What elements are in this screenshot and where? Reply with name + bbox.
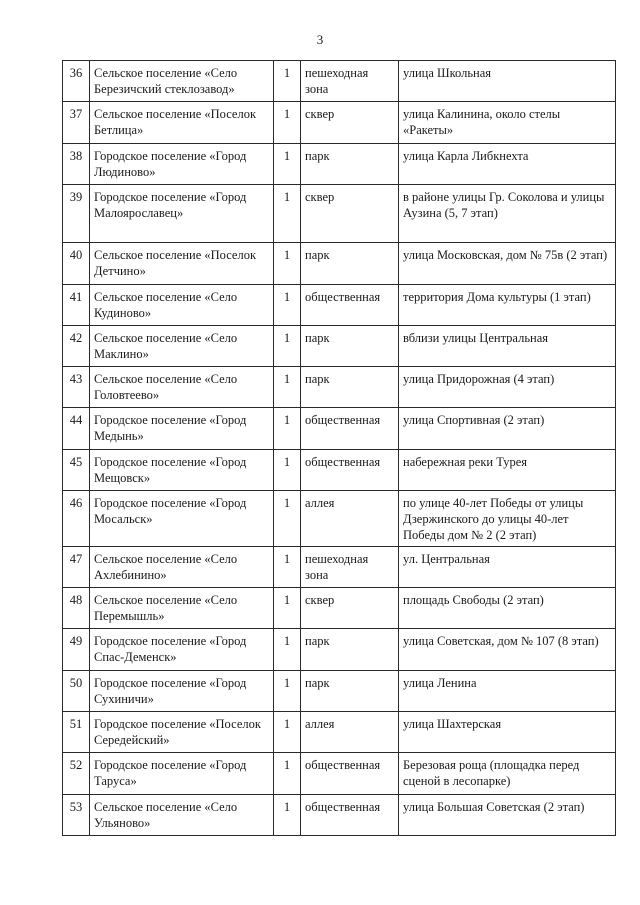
territory-type: парк	[301, 367, 399, 408]
territory-location: набережная реки Турея	[399, 450, 616, 491]
territory-type: общественная	[301, 408, 399, 450]
object-count: 1	[274, 102, 301, 144]
row-number: 50	[63, 671, 90, 712]
object-count: 1	[274, 408, 301, 450]
territory-type: парк	[301, 629, 399, 671]
row-number: 51	[63, 712, 90, 753]
territory-location: улица Придорожная (4 этап)	[399, 367, 616, 408]
row-number: 47	[63, 547, 90, 588]
object-count: 1	[274, 185, 301, 243]
table-row	[63, 795, 616, 836]
territory-type: общественная	[301, 795, 399, 836]
object-count: 1	[274, 285, 301, 326]
table-row	[63, 753, 616, 795]
row-number: 49	[63, 629, 90, 671]
table-row	[63, 185, 616, 243]
territory-type: пешеходная зона	[301, 61, 399, 102]
territory-location: вблизи улицы Центральная	[399, 326, 616, 367]
settlement-name: Городское поселение «Город Медынь»	[90, 408, 274, 450]
territory-type: аллея	[301, 712, 399, 753]
settlement-name: Сельское поселение «Село Головтеево»	[90, 367, 274, 408]
row-number: 42	[63, 326, 90, 367]
settlement-name: Городское поселение «Город Спас-Деменск»	[90, 629, 274, 671]
row-number: 37	[63, 102, 90, 144]
settlement-name: Городское поселение «Город Сухиничи»	[90, 671, 274, 712]
object-count: 1	[274, 144, 301, 185]
row-number: 44	[63, 408, 90, 450]
table-row	[63, 450, 616, 491]
table-row	[63, 629, 616, 671]
territory-location: улица Школьная	[399, 61, 616, 102]
settlement-name: Городское поселение «Город Малоярославец»	[90, 185, 274, 243]
table-row	[63, 102, 616, 144]
table-row	[63, 61, 616, 102]
territory-location: улица Московская, дом № 75в (2 этап)	[399, 243, 616, 285]
object-count: 1	[274, 367, 301, 408]
object-count: 1	[274, 326, 301, 367]
table-row	[63, 367, 616, 408]
territory-location: улица Шахтерская	[399, 712, 616, 753]
settlement-name: Сельское поселение «Село Маклино»	[90, 326, 274, 367]
row-number: 46	[63, 491, 90, 547]
territory-type: парк	[301, 144, 399, 185]
territory-type: парк	[301, 243, 399, 285]
territory-location: в районе улицы Гр. Соколова и улицы Аузина (5, 7 этап)	[399, 185, 616, 243]
row-number: 36	[63, 61, 90, 102]
table-row	[63, 588, 616, 629]
row-number: 48	[63, 588, 90, 629]
territory-type: парк	[301, 671, 399, 712]
territory-type: сквер	[301, 588, 399, 629]
object-count: 1	[274, 243, 301, 285]
settlement-name: Городское поселение «Город Людиново»	[90, 144, 274, 185]
object-count: 1	[274, 671, 301, 712]
object-count: 1	[274, 629, 301, 671]
territory-location: улица Карла Либкнехта	[399, 144, 616, 185]
table-row	[63, 547, 616, 588]
object-count: 1	[274, 450, 301, 491]
territory-location: улица Советская, дом № 107 (8 этап)	[399, 629, 616, 671]
territory-type: общественная	[301, 450, 399, 491]
table-row	[63, 712, 616, 753]
territories-table	[62, 60, 616, 836]
territory-location: улица Ленина	[399, 671, 616, 712]
object-count: 1	[274, 61, 301, 102]
settlement-name: Сельское поселение «Село Кудиново»	[90, 285, 274, 326]
row-number: 52	[63, 753, 90, 795]
table-row	[63, 144, 616, 185]
territory-location: улица Калинина, около стелы «Ракеты»	[399, 102, 616, 144]
settlement-name: Городское поселение «Город Таруса»	[90, 753, 274, 795]
row-number: 53	[63, 795, 90, 836]
territory-location: территория Дома культуры (1 этап)	[399, 285, 616, 326]
object-count: 1	[274, 712, 301, 753]
table-row	[63, 408, 616, 450]
page-number: 3	[316, 32, 324, 47]
territory-type: парк	[301, 326, 399, 367]
territory-type: общественная	[301, 285, 399, 326]
settlement-name: Сельское поселение «Село Березичский стеклозавод»	[90, 61, 274, 102]
object-count: 1	[274, 491, 301, 547]
row-number: 38	[63, 144, 90, 185]
settlement-name: Сельское поселение «Поселок Детчино»	[90, 243, 274, 285]
settlement-name: Сельское поселение «Село Ульяново»	[90, 795, 274, 836]
territory-type: общественная	[301, 753, 399, 795]
object-count: 1	[274, 588, 301, 629]
row-number: 45	[63, 450, 90, 491]
territory-location: улица Спортивная (2 этап)	[399, 408, 616, 450]
row-number: 40	[63, 243, 90, 285]
territory-type: сквер	[301, 102, 399, 144]
row-number: 43	[63, 367, 90, 408]
row-number: 41	[63, 285, 90, 326]
object-count: 1	[274, 795, 301, 836]
settlement-name: Сельское поселение «Село Перемышль»	[90, 588, 274, 629]
territory-location: ул. Центральная	[399, 547, 616, 588]
territory-type: аллея	[301, 491, 399, 547]
settlement-name: Сельское поселение «Поселок Бетлица»	[90, 102, 274, 144]
territory-location: Березовая роща (площадка перед сценой в лесопарке)	[399, 753, 616, 795]
object-count: 1	[274, 753, 301, 795]
territory-type: сквер	[301, 185, 399, 243]
settlement-name: Городское поселение «Город Мосальск»	[90, 491, 274, 547]
territory-location: площадь Свободы (2 этап)	[399, 588, 616, 629]
settlement-name: Городское поселение «Поселок Середейский»	[90, 712, 274, 753]
territory-location: по улице 40-лет Победы от улицы Дзержинского до улицы 40-лет Победы дом № 2 (2 этап)	[399, 491, 616, 547]
object-count: 1	[274, 547, 301, 588]
row-number: 39	[63, 185, 90, 243]
table-row	[63, 243, 616, 285]
settlement-name: Городское поселение «Город Мещовск»	[90, 450, 274, 491]
territory-location: улица Большая Советская (2 этап)	[399, 795, 616, 836]
table-row	[63, 326, 616, 367]
table-row	[63, 285, 616, 326]
table-row	[63, 491, 616, 547]
territory-type: пешеходная зона	[301, 547, 399, 588]
settlement-name: Сельское поселение «Село Ахлебинино»	[90, 547, 274, 588]
table-row	[63, 671, 616, 712]
